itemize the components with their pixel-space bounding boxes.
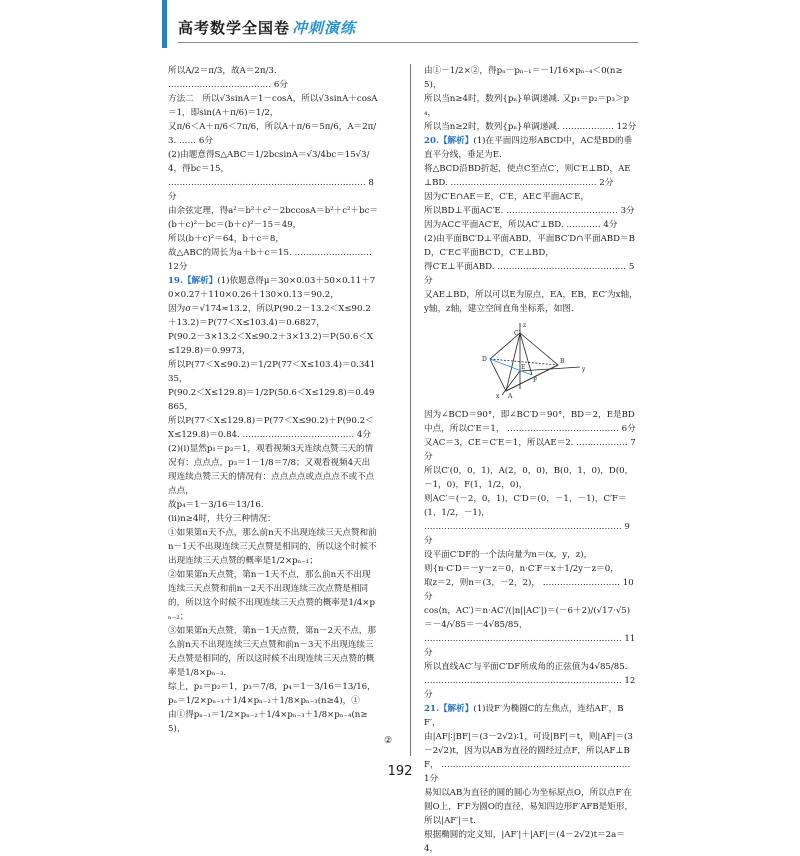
solution-line (424, 64, 638, 92)
line-text: 将△BCD沿BD折起，使点C至点C′，则C′E⊥BD，AE⊥BD. …………………………………………… 2分 (424, 164, 631, 188)
left-column (168, 64, 378, 736)
line-text: 又AE⊥BD，所以可以E为原点，EA，EB，EC′为x轴，y轴，z轴，建立空间直角坐标系，如图. (424, 290, 638, 314)
line-text: pₙ＝1/2×pₙ₋₁＋1/4×pₙ₋₂＋1/8×pₙ₋₃(n≥4)，① (168, 696, 360, 706)
label-b: B (560, 358, 565, 365)
solution-line (424, 204, 638, 218)
line-text: 故p₄＝1－3/16＝13/16. (168, 500, 264, 510)
solution-line (424, 786, 638, 828)
solution-line (424, 828, 638, 856)
solution-line (168, 92, 378, 120)
x-axis (502, 371, 520, 395)
column-divider (410, 64, 411, 756)
solution-line (424, 162, 638, 190)
solution-line (168, 624, 378, 680)
line-text: 根据椭圆的定义知，|AF′|＋|AF|＝(4－2√2)t＝2a＝4， (424, 830, 625, 854)
analysis-tag: 【解析】 (438, 704, 474, 714)
solution-line (424, 464, 638, 492)
line-text: 取z＝2，则n＝(3，－2，2)， ……………………… 10分 (424, 578, 634, 602)
header-title-main: 高考数学全国卷 (178, 18, 291, 37)
line-text: 所以C′(0，0，1)，A(2，0，0)，B(0，1，0)，D(0，－1，0)，F(1，1/2，0)， (424, 466, 634, 490)
label-z: z (523, 322, 527, 329)
analysis-tag: 【解析】 (182, 276, 218, 286)
line-text: (2)由平面BC′D⊥平面ABD，平面BC′D∩平面ABD＝BD，C′E⊂平面BC′D，C′E⊥BD， (424, 234, 635, 258)
line-text: 因为AC⊂平面AC′E，所以AC′⊥BD. ………… 4分 (424, 220, 618, 230)
line-text: (ⅱ)n≥4时，共分三种情况： (168, 514, 276, 524)
line-text: 所以直线AC′与平面C′DF所成角的正弦值为4√85/85. (424, 662, 628, 672)
header-rule (178, 42, 638, 43)
solution-line (424, 492, 638, 520)
solution-line (168, 330, 378, 358)
analysis-tag: 【解析】 (438, 136, 474, 146)
solution-line (424, 702, 638, 730)
line-text: …………………………………………………………… 11分 (424, 634, 636, 658)
solution-line (424, 520, 638, 548)
line-text: P(90.2－3×13.2＜X≤90.2＋3×13.2)＝P(50.6＜X≤129.8)＝0.9973， (168, 332, 374, 356)
line-text: 则AC′＝(－2，0，1)，C′D＝(0，－1，－1)，C′F＝(1，1/2，－1)， (424, 494, 627, 518)
solution-line (424, 232, 638, 260)
line-text: ①如果第n天不点，那么前n天不出现连续三天点赞和前n－1天不出现连续三天点赞是相同的，所以这个时候不出现连续三天点赞的概率是1/2×pₙ₋₁； (168, 528, 377, 566)
edge-d-f (490, 359, 532, 375)
line-text: …………………………………………………………… 8分 (168, 178, 374, 202)
solution-line (168, 498, 378, 512)
line-text: 由|AF|∶|BF|＝(3－2√2)∶1，可设|BF|＝t，则|AF|＝(3－2√2)t，因为以AB为直径的圆经过点F，所以AF⊥BF， ………………………………………………………… 1分 (424, 732, 634, 784)
line-text: 故△ABC的周长为a＋b＋c＝15. ……………………… 12分 (168, 248, 375, 272)
line-text: 由余弦定理，得a²＝b²＋c²－2bccosA＝b²＋c²＋bc＝(b＋c)²－bc＝(b＋c)²－15＝49， (168, 206, 378, 230)
solution-line (424, 436, 638, 464)
right-column-part-a (424, 64, 638, 316)
solution-line (424, 218, 638, 232)
line-text: 得C′E⊥平面ABD. ……………………………………… 5分 (424, 262, 635, 286)
label-a: A (508, 393, 513, 399)
line-text: 易知以AB为直径的圆的圆心为坐标原点O，所以点F′在圆O上，F′F为圆O的直径，易知四边形F′AFB是矩形，所以|AF′|＝t. (424, 788, 634, 826)
solution-line (168, 694, 378, 708)
label-c-prime: C′ (514, 330, 520, 337)
header-title-accent: 冲刺演练 (292, 18, 357, 37)
line-text: cos⟨n，AC′⟩＝n·AC′/(|n||AC′|)＝(－6＋2)/(√17·√5)＝－4/√85＝－4√85/85， (424, 606, 631, 630)
line-text: …………………………………………………………… 12分 (424, 676, 636, 700)
solution-line (168, 302, 378, 330)
line-text: (2)由题意得S△ABC＝1/2bcsinA＝√3/4bc＝15√3/4，得bc＝15， (168, 150, 370, 174)
label-x: x (496, 393, 500, 399)
solution-line (168, 232, 378, 246)
solution-line (424, 576, 638, 604)
line-text: 所以(b＋c)²＝64，b＋c＝8， (168, 234, 284, 244)
line-text: 综上，p₁＝p₂＝1，p₃＝7/8，p₄＝1－3/16＝13/16， (168, 682, 376, 692)
line-text: 由①－1/2×②，得pₙ－pₙ₋₁＝－1/16×pₙ₋₄＜0(n≥5)， (424, 66, 623, 90)
label-y: y (582, 366, 586, 373)
solution-line (168, 176, 378, 204)
line-text: 又π/6＜A＋π/6＜7π/6，所以A＋π/6＝5π/6，A＝2π/3. …… 6分 (168, 122, 377, 146)
line-text: (1)设F′为椭圆C的左焦点，连结AF′，BF′， (424, 704, 624, 728)
edge-c-a (506, 333, 520, 391)
solution-line (168, 708, 378, 736)
solution-line (424, 92, 638, 120)
solution-line (168, 274, 378, 302)
solution-line (168, 414, 378, 442)
line-text: …………………………………………………………… 9分 (424, 522, 630, 546)
line-text: 所以P(77＜X≤129.8)＝P(77＜X≤90.2)＋P(90.2＜X≤129.8)＝0.84. ………………………………… 4分 (168, 416, 374, 440)
line-text: 所以A/2＝π/3，故A＝2π/3. ……………………………… 6分 (168, 66, 288, 90)
question-number: 21. (424, 704, 439, 714)
solution-line (424, 288, 638, 316)
edge-a-b (506, 365, 558, 391)
line-text: 所以BD⊥平面AC′E. ………………………………… 3分 (424, 206, 635, 216)
question-number: 19. (168, 276, 183, 286)
line-text: 所以当n≥2时，数列{pₙ}单调递减. ……………… 12分 (424, 122, 637, 132)
solution-line (168, 442, 378, 498)
right-column-part-b (424, 408, 638, 856)
line-text: ②如果第n天点赞，第n－1天不点，那么前n天不出现连续三天点赞和前n－2天不出现连续三次点赞是相同的，所以这个时候不出现连续三天点赞的概率是1/4×pₙ₋₂； (168, 570, 376, 622)
line-text: 又AC＝3，CE＝C′E＝1，所以AE＝2. ……………… 7分 (424, 438, 636, 462)
solution-line (424, 190, 638, 204)
page-header (178, 14, 356, 40)
line-text: (1)在平面四边形ABCD中，AC是BD的垂直平分线，垂足为E. (424, 136, 633, 160)
solution-line (168, 246, 378, 274)
line-text: 因为C′E∩AE＝E，C′E，AE⊂平面AC′E， (424, 192, 589, 202)
line-text: ③如果第n天点赞，第n－1天点赞，第n－2天不点，那么前n天不出现连续三天点赞和前n－3天不出现连续三天点赞是相同的，所以这时候不出现连续三天点赞的概率是1/8×pₙ₋₃. (168, 626, 377, 678)
solution-line (168, 526, 378, 568)
solution-line (168, 386, 378, 414)
header-accent-bar (162, 0, 167, 48)
line-text: 所以当n≥4时，数列{pₙ}单调递减. 又p₁＝p₂＝p₃＞p₄， (424, 94, 630, 118)
right-column (424, 64, 638, 856)
line-text: (2)(ⅰ)显然p₁＝p₂＝1，观看视频3天连续点赞三天的情况有：点点点，p₃＝1－1/8＝7/8；又观看视频4天出现连续点赞三天的情况有：点点点点或点点点不或不点点点， (168, 444, 375, 496)
line-text: 因为σ＝√174≈13.2，所以P(90.2－13.2＜X≤90.2＋13.2)＝P(77＜X≤103.4)＝0.6827， (168, 304, 371, 328)
solution-line (168, 512, 378, 526)
solution-line (424, 548, 638, 562)
line-text: P(90.2＜X≤129.8)＝1/2P(50.6＜X≤129.8)＝0.49865， (168, 388, 375, 412)
line-text: 则{n·C′D＝－y－z＝0，n·C′F＝x＋1/2y－z＝0， (424, 564, 619, 574)
solution-line (424, 260, 638, 288)
solution-line (424, 604, 638, 632)
solution-line (424, 730, 638, 786)
page-number: 192 (387, 764, 413, 779)
solution-line (168, 680, 378, 694)
solution-line (168, 64, 378, 92)
solution-line (424, 562, 638, 576)
solution-line (424, 674, 638, 702)
line-text: 设平面C′DF的一个法向量为n＝(x，y，z)， (424, 550, 593, 560)
line-text: 由①得pₙ₋₁＝1/2×pₙ₋₂＋1/4×pₙ₋₃＋1/8×pₙ₋₄(n≥5)， (168, 710, 368, 734)
solution-line (168, 204, 378, 232)
solution-line (168, 148, 378, 176)
solution-line (168, 120, 378, 148)
coordinate-figure (470, 319, 590, 399)
question-number: 20. (424, 136, 439, 146)
solution-line (424, 660, 638, 674)
label-e: E (521, 364, 526, 371)
equation-label: ② (384, 736, 393, 746)
solution-line (424, 632, 638, 660)
label-d: D (482, 356, 487, 363)
solution-line (424, 408, 638, 436)
line-text: 方法二 所以√3sinA＝1－cosA，所以√3sinA＋cosA＝1，即sin(A＋π/6)＝1/2， (168, 94, 378, 118)
line-text: (1)依题意得μ＝30×0.03＋50×0.11＋70×0.27＋110×0.26＋130×0.13＝90.2， (168, 276, 376, 300)
solution-line (424, 134, 638, 162)
solution-line (424, 120, 638, 134)
label-f: F (533, 377, 538, 384)
solution-line (168, 568, 378, 624)
solution-line (168, 358, 378, 386)
line-text: 因为∠BCD＝90°，即∠BC′D＝90°，BD＝2，E是BD中点，所以C′E＝1， ………………………………… 6分 (424, 410, 636, 434)
line-text: 所以P(77＜X≤90.2)＝1/2P(77＜X≤103.4)＝0.34135， (168, 360, 376, 384)
